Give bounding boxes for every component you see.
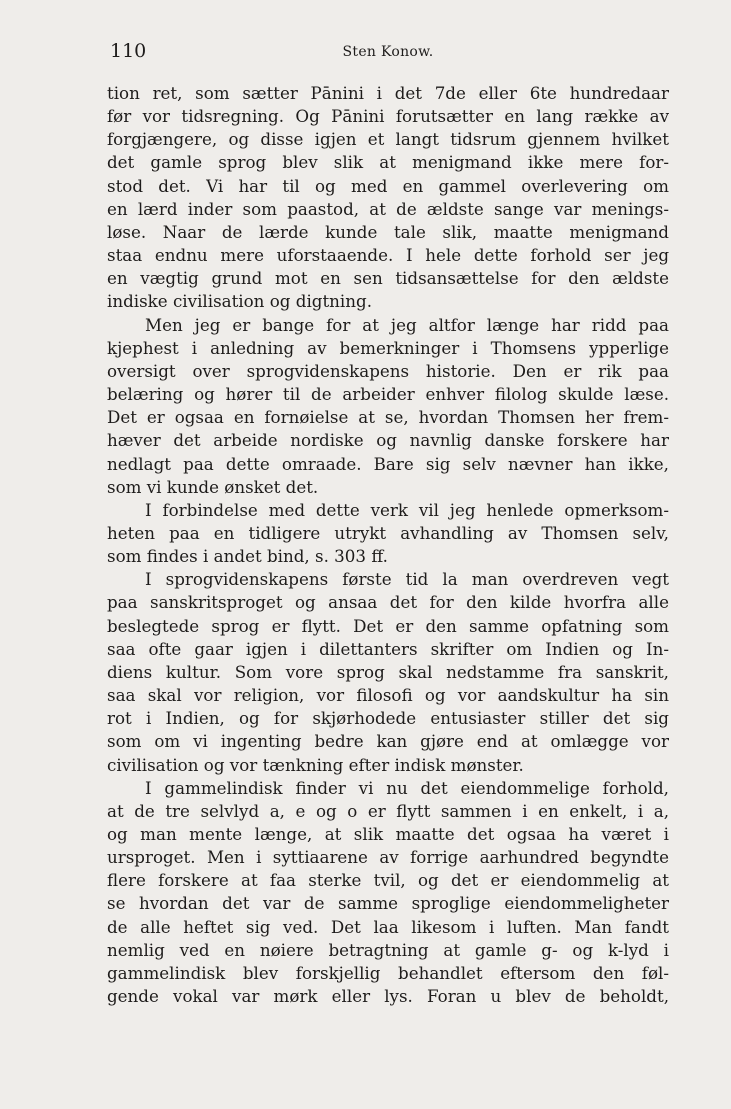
text-line: en lærd inder som paastod, at de ældste sange var menings- [107, 198, 669, 219]
text-line: tion ret, som sætter Pānini i det 7de eller 6te hundredaar [107, 83, 669, 103]
page-number: 110 [110, 40, 147, 62]
running-head: Sten Konow. [342, 44, 434, 60]
text-line: heten paa en tidligere utrykt avhandling av Thomsen selv, [107, 522, 669, 543]
text-line: belæring og hører til de arbeider enhver filolog skulde læse. [107, 384, 669, 405]
text-line: som findes i andet bind, s. 303 ff. [107, 546, 388, 567]
text-line: at de tre selvlyd a, e og o er flytt sammen i en enkelt, i a, [107, 800, 669, 821]
text-line: Men jeg er bange for at jeg altfor længe har ridd paa [145, 314, 669, 335]
text-line: nedlagt paa dette omraade. Bare sig selv nævner han ikke, [107, 453, 669, 474]
page-header [107, 40, 669, 68]
text-line: saa ofte gaar igjen i dilettanters skrifter om Indien og In- [107, 638, 669, 659]
text-line: saa skal vor religion, vor filosofi og vor aandskultur ha sin [107, 685, 669, 706]
text-line: som om vi ingenting bedre kan gjøre end at omlægge vor [107, 731, 669, 752]
text-line: rot i Indien, og for skjørhodede entusiaster stiller det sig [107, 708, 669, 729]
text-line: ursproget. Men i syttiaarene av forrige aarhundred begyndte [107, 847, 669, 868]
text-line: nemlig ved en nøiere betragtning at gamle g- og k-lyd i [107, 939, 669, 960]
text-line: de alle heftet sig ved. Det laa likesom i luften. Man fandt [107, 916, 669, 937]
text-line: I forbindelse med dette verk vil jeg henlede opmerksom- [145, 499, 669, 520]
text-line: beslegtede sprog er flytt. Det er den samme opfatning som [107, 615, 669, 636]
text-line: en vægtig grund mot en sen tidsansættelse for den ældste [107, 268, 669, 289]
text-line: som vi kunde ønsket det. [107, 476, 319, 497]
text-line: kjephest i anledning av bemerkninger i Thomsens ypperlige [107, 337, 669, 358]
text-line: oversigt over sprogvidenskapens historie. Den er rik paa [107, 360, 669, 381]
text-line: flere forskere at faa sterke tvil, og det er eiendommelig at [107, 870, 669, 891]
text-line: indiske civilisation og digtning. [107, 291, 372, 312]
text-line: hæver det arbeide nordiske og navnlig danske forskere har [107, 430, 669, 451]
text-line: det gamle sprog blev slik at menigmand ikke mere for- [107, 152, 669, 173]
text-line: gammelindisk blev forskjellig behandlet eftersom den føl- [107, 962, 669, 983]
text-line: civilisation og vor tænkning efter indisk mønster. [107, 754, 524, 775]
text-line: staa endnu mere uforstaaende. I hele dette forhold ser jeg [107, 245, 669, 266]
text-line: før vor tidsregning. Og Pānini forutsætter en lang række av [107, 106, 669, 127]
text-line: diens kultur. Som vore sprog skal nedstamme fra sanskrit, [107, 661, 669, 682]
text-line: forgjængere, og disse igjen et langt tidsrum gjennem hvilket [107, 129, 669, 150]
text-line: og man mente længe, at slik maatte det ogsaa ha været i [107, 824, 669, 844]
text-line: I gammelindisk finder vi nu det eiendommelige forhold, [145, 777, 669, 798]
text-line: stod det. Vi har til og med en gammel overlevering om [107, 175, 669, 196]
text-line: løse. Naar de lærde kunde tale slik, maatte menigmand [107, 221, 669, 242]
text-line: gende vokal var mørk eller lys. Foran u blev de beholdt, [107, 986, 669, 1007]
body-text [107, 82, 669, 1008]
text-line: paa sanskritsproget og ansaa det for den kilde hvorfra alle [107, 592, 669, 613]
text-line: se hvordan det var de samme sproglige eiendommeligheter [107, 893, 669, 914]
text-line: I sprogvidenskapens første tid la man overdreven vegt [145, 569, 669, 590]
text-line: Det er ogsaa en fornøielse at se, hvordan Thomsen her frem- [107, 407, 669, 428]
